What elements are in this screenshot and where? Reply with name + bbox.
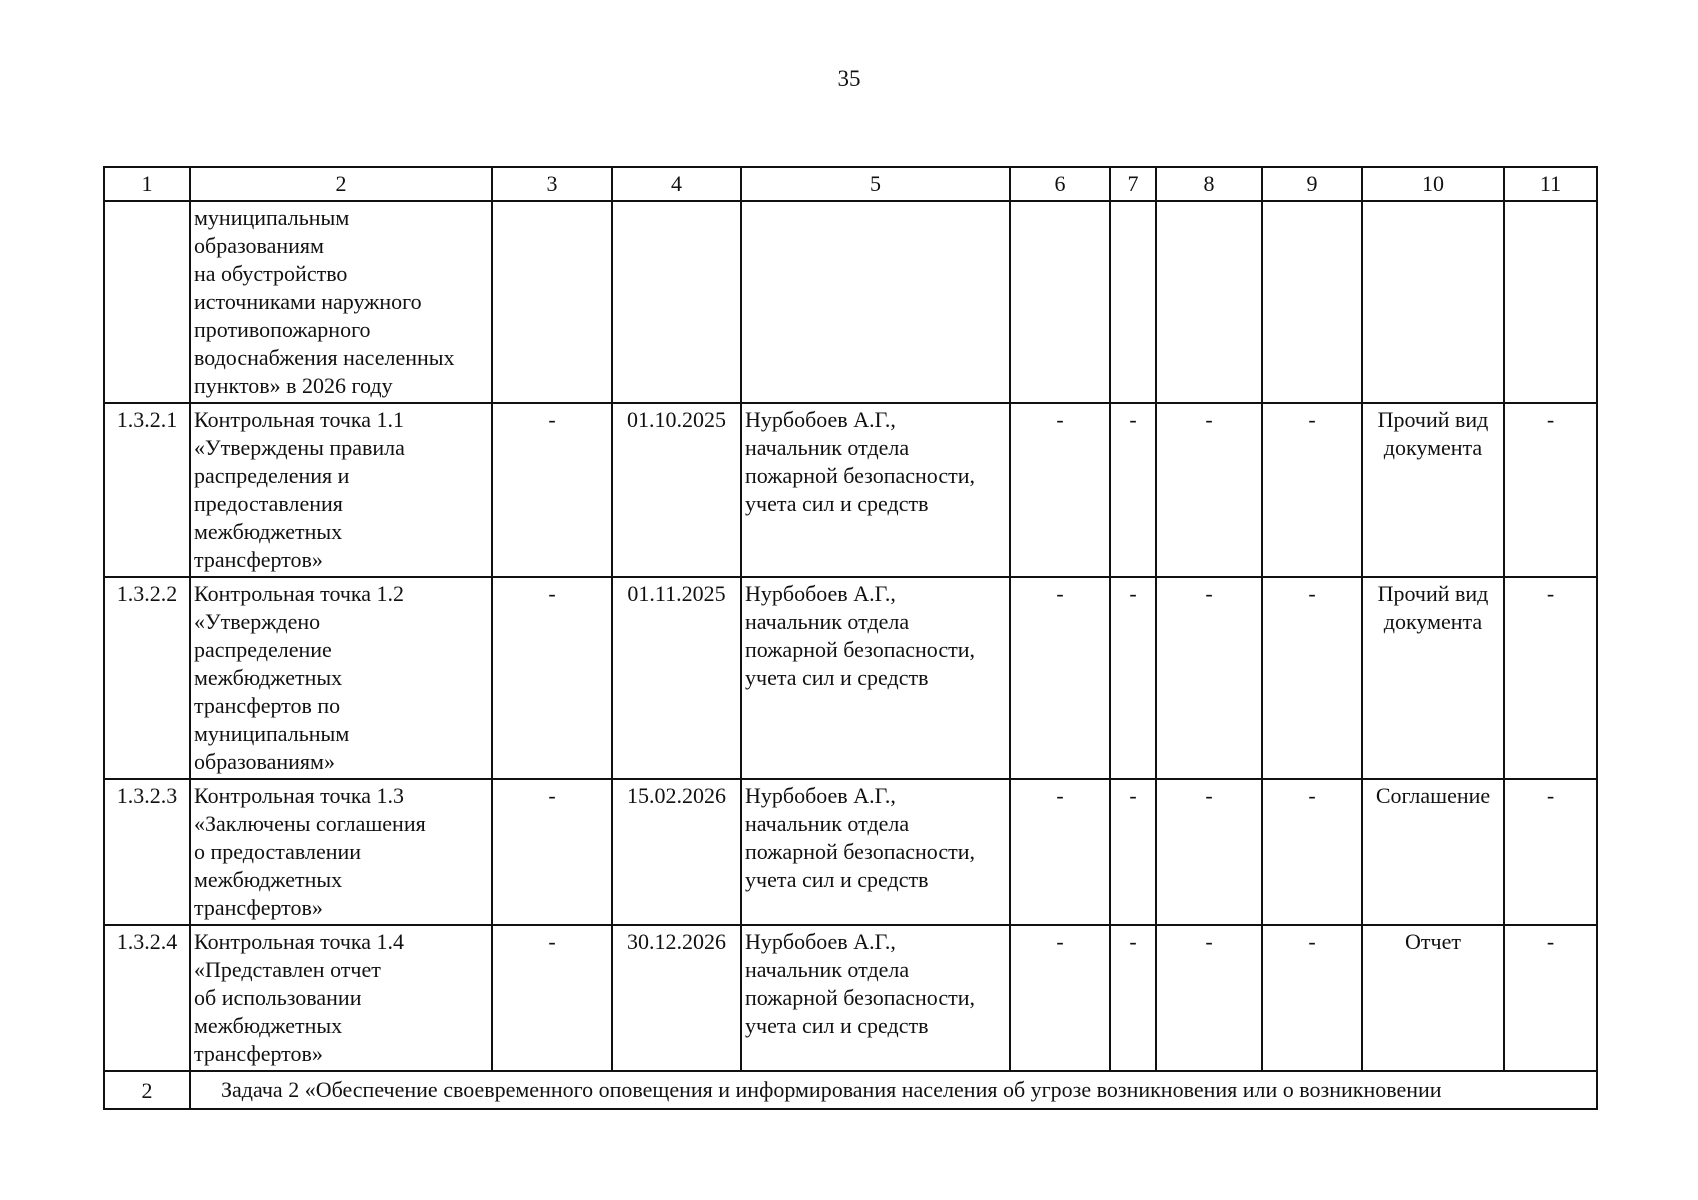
cell-col11: - bbox=[1504, 403, 1597, 577]
cell-date: 01.10.2025 bbox=[612, 403, 741, 577]
cell-date: 15.02.2026 bbox=[612, 779, 741, 925]
table-row bbox=[104, 403, 1597, 577]
header-cell: 10 bbox=[1362, 167, 1504, 201]
cell-col6: - bbox=[1010, 577, 1110, 779]
cell-name: Контрольная точка 1.2 «Утверждено распределение межбюджетных трансфертов по муниципальным образованиям» bbox=[190, 577, 492, 779]
header-cell: 9 bbox=[1262, 167, 1362, 201]
cell-empty bbox=[741, 201, 1010, 403]
cell-empty bbox=[492, 201, 612, 403]
header-cell: 2 bbox=[190, 167, 492, 201]
cell-col9: - bbox=[1262, 577, 1362, 779]
cell-col11: - bbox=[1504, 779, 1597, 925]
cell-col6: - bbox=[1010, 925, 1110, 1071]
cell-col8: - bbox=[1156, 403, 1262, 577]
header-cell: 1 bbox=[104, 167, 190, 201]
cell-empty bbox=[1262, 201, 1362, 403]
cell-col8: - bbox=[1156, 577, 1262, 779]
cell-col8: - bbox=[1156, 925, 1262, 1071]
cell-col7: - bbox=[1110, 925, 1156, 1071]
cell-name: Контрольная точка 1.1 «Утверждены правила распределения и предоставления межбюджетных трансфертов» bbox=[190, 403, 492, 577]
cell-responsible: Нурбобоев А.Г., начальник отдела пожарной безопасности, учета сил и средств bbox=[741, 779, 1010, 925]
cell-doc-type: Прочий вид документа bbox=[1362, 577, 1504, 779]
table-row-continuation bbox=[104, 201, 1597, 403]
cell-number: 1.3.2.2 bbox=[104, 577, 190, 779]
cell-empty bbox=[1110, 201, 1156, 403]
cell-col11: - bbox=[1504, 925, 1597, 1071]
cell-col11: - bbox=[1504, 577, 1597, 779]
cell-col7: - bbox=[1110, 779, 1156, 925]
cell-empty bbox=[1362, 201, 1504, 403]
cell-name: Контрольная точка 1.4 «Представлен отчет об использовании межбюджетных трансфертов» bbox=[190, 925, 492, 1071]
table-header-row bbox=[104, 167, 1597, 201]
header-cell: 6 bbox=[1010, 167, 1110, 201]
header-cell: 7 bbox=[1110, 167, 1156, 201]
cell-name: муниципальным образованиям на обустройство источниками наружного противопожарного водоснабжения населенных пунктов» в 2026 году bbox=[190, 201, 492, 403]
cell-name: Контрольная точка 1.3 «Заключены соглашения о предоставлении межбюджетных трансфертов» bbox=[190, 779, 492, 925]
cell-col6: - bbox=[1010, 779, 1110, 925]
cell-task-title: Задача 2 «Обеспечение своевременного оповещения и информирования населения об угрозе возникновения или о возникновении bbox=[190, 1071, 1597, 1109]
page-number: 35 bbox=[837, 66, 861, 91]
cell-empty bbox=[1156, 201, 1262, 403]
cell-date: 01.11.2025 bbox=[612, 577, 741, 779]
cell-empty bbox=[1010, 201, 1110, 403]
cell-empty bbox=[1504, 201, 1597, 403]
cell-number: 1.3.2.4 bbox=[104, 925, 190, 1071]
table-row bbox=[104, 577, 1597, 779]
cell-col9: - bbox=[1262, 403, 1362, 577]
cell-col3: - bbox=[492, 779, 612, 925]
header-cell: 3 bbox=[492, 167, 612, 201]
header-cell: 4 bbox=[612, 167, 741, 201]
table-row bbox=[104, 779, 1597, 925]
cell-number: 1.3.2.1 bbox=[104, 403, 190, 577]
cell-col3: - bbox=[492, 577, 612, 779]
header-cell: 5 bbox=[741, 167, 1010, 201]
table-row-task bbox=[104, 1071, 1597, 1109]
cell-col8: - bbox=[1156, 779, 1262, 925]
cell-col7: - bbox=[1110, 403, 1156, 577]
cell-col3: - bbox=[492, 925, 612, 1071]
cell-responsible: Нурбобоев А.Г., начальник отдела пожарной безопасности, учета сил и средств bbox=[741, 403, 1010, 577]
cell-col9: - bbox=[1262, 925, 1362, 1071]
cell-date: 30.12.2026 bbox=[612, 925, 741, 1071]
cell-empty bbox=[612, 201, 741, 403]
cell-col7: - bbox=[1110, 577, 1156, 779]
cell-number: 1.3.2.3 bbox=[104, 779, 190, 925]
cell-doc-type: Прочий вид документа bbox=[1362, 403, 1504, 577]
header-cell: 8 bbox=[1156, 167, 1262, 201]
cell-task-number: 2 bbox=[104, 1071, 190, 1109]
cell-col3: - bbox=[492, 403, 612, 577]
cell-col6: - bbox=[1010, 403, 1110, 577]
cell-doc-type: Соглашение bbox=[1362, 779, 1504, 925]
header-cell: 11 bbox=[1504, 167, 1597, 201]
cell-doc-type: Отчет bbox=[1362, 925, 1504, 1071]
cell-responsible: Нурбобоев А.Г., начальник отдела пожарной безопасности, учета сил и средств bbox=[741, 577, 1010, 779]
plan-table bbox=[103, 166, 1598, 1110]
cell-empty bbox=[104, 201, 190, 403]
table-row bbox=[104, 925, 1597, 1071]
cell-responsible: Нурбобоев А.Г., начальник отдела пожарной безопасности, учета сил и средств bbox=[741, 925, 1010, 1071]
cell-col9: - bbox=[1262, 779, 1362, 925]
